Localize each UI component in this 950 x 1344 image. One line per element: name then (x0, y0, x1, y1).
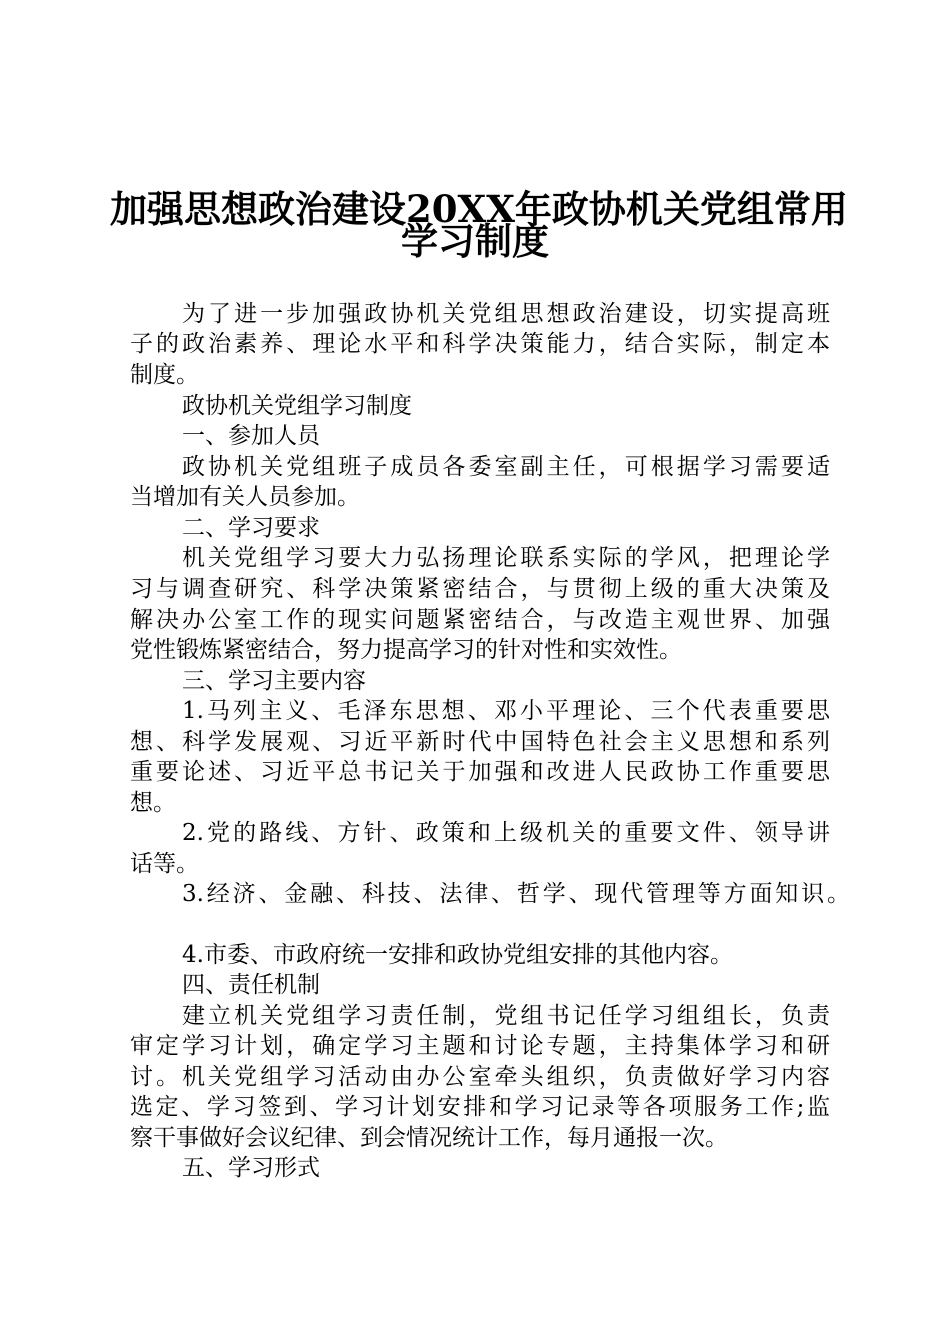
section-heading: 二、学习要求 (182, 515, 320, 541)
document-title-line-1: 加强思想政治建设20XX年政协机关党组常用 (110, 187, 848, 231)
body-line: 想。 (130, 790, 176, 816)
body-line: 审定学习计划，确定学习主题和讨论专题，主持集体学习和研 (130, 1033, 830, 1059)
body-line: 2.党的路线、方针、政策和上级机关的重要文件、领导讲 (182, 820, 830, 846)
body-line: 话等。 (130, 851, 199, 877)
section-heading: 三、学习主要内容 (182, 668, 366, 694)
section-heading: 一、参加人员 (182, 423, 320, 449)
body-line: 子的政治素养、理论水平和科学决策能力，结合实际，制定本 (130, 331, 830, 357)
body-line: 想、科学发展观、习近平新时代中国特色社会主义思想和系列 (130, 729, 830, 755)
section-heading: 五、学习形式 (182, 1155, 320, 1181)
body-line: 政协机关党组班子成员各委室副主任，可根据学习需要适 (182, 454, 830, 480)
body-line: 4.市委、市政府统一安排和政协党组安排的其他内容。 (182, 942, 733, 968)
body-line: 选定、学习签到、学习计划安排和学习记录等各项服务工作;监 (130, 1094, 830, 1120)
body-line: 1.马列主义、毛泽东思想、邓小平理论、三个代表重要思 (182, 698, 830, 724)
section-heading: 四、责任机制 (182, 972, 320, 998)
body-line: 3.经济、金融、科技、法律、哲学、现代管理等方面知识。 (182, 881, 850, 907)
body-line: 习与调查研究、科学决策紧密结合，与贯彻上级的重大决策及 (130, 576, 830, 602)
body-line: 政协机关党组学习制度 (182, 393, 412, 419)
body-line: 党性锻炼紧密结合，努力提高学习的针对性和实效性。 (130, 637, 682, 663)
body-line: 当增加有关人员参加。 (130, 484, 360, 510)
body-line: 重要论述、习近平总书记关于加强和改进人民政协工作重要思 (130, 759, 830, 785)
body-line: 制度。 (130, 362, 199, 388)
body-line: 为了进一步加强政协机关党组思想政治建设，切实提高班 (182, 301, 830, 327)
document-title-line-2: 学习制度 (401, 219, 549, 263)
body-line: 解决办公室工作的现实问题紧密结合，与改造主观世界、加强 (130, 607, 830, 633)
body-line: 察干事做好会议纪律、到会情况统计工作，每月通报一次。 (130, 1125, 728, 1151)
body-line: 机关党组学习要大力弘扬理论联系实际的学风，把理论学 (182, 545, 830, 571)
body-line: 建立机关党组学习责任制，党组书记任学习组组长，负责 (182, 1003, 830, 1029)
body-line: 讨。机关党组学习活动由办公室牵头组织，负责做好学习内容 (130, 1064, 830, 1090)
